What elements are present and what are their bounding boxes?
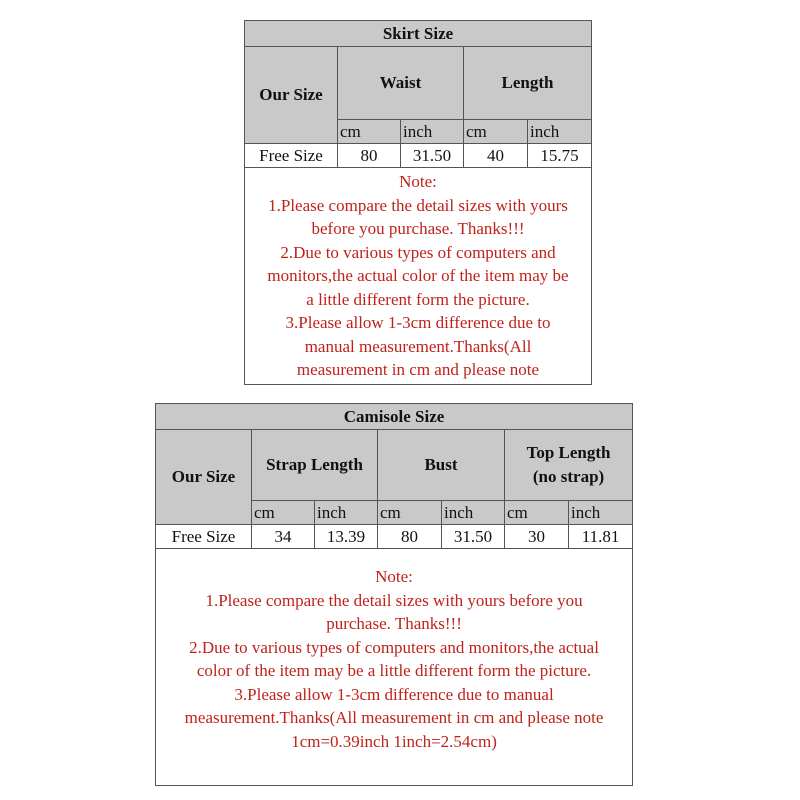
camisole-size-label: Free Size — [156, 525, 252, 549]
skirt-length-inch-value: 15.75 — [528, 144, 592, 168]
note-line: manual measurement.Thanks(All — [304, 336, 532, 356]
skirt-length-cm-value: 40 — [464, 144, 528, 168]
skirt-size-label: Free Size — [245, 144, 338, 168]
note-line: monitors,the actual color of the item may be — [267, 266, 569, 285]
camisole-strap-inch-value: 13.39 — [315, 525, 378, 549]
skirt-note — [245, 168, 592, 385]
skirt-waist-inch-value: 31.50 — [401, 144, 464, 168]
skirt-waist-header: Waist — [338, 47, 464, 120]
note-line: 1.Please compare the detail sizes with yours — [268, 195, 568, 215]
skirt-unit-cm: cm — [464, 120, 528, 144]
note-line: Note: — [399, 172, 437, 191]
note-line: 3.Please allow 1-3cm difference due to manual — [234, 684, 554, 704]
camisole-size-table — [155, 403, 633, 786]
camisole-strap-length-header: Strap Length — [252, 430, 378, 501]
camisole-unit-cm: cm — [252, 501, 315, 525]
camisole-note — [156, 549, 633, 786]
note-line: 3.Please allow 1-3cm difference due to — [285, 313, 551, 332]
camisole-bust-header: Bust — [378, 430, 505, 501]
camisole-bust-inch-value: 31.50 — [442, 525, 505, 549]
camisole-unit-cm: cm — [505, 501, 569, 525]
note-line: before you purchase. Thanks!!! — [311, 219, 525, 238]
note-line: 2.Due to various types of computers and — [280, 242, 556, 262]
note-line: 1.Please compare the detail sizes with yours before you — [205, 590, 583, 610]
camisole-top-length-cm-value: 30 — [505, 525, 569, 549]
skirt-unit-inch: inch — [528, 120, 592, 144]
note-line: a little different form the picture. — [306, 289, 530, 309]
note-line: measurement.Thanks(All measurement in cm and please note — [184, 708, 604, 727]
skirt-our-size-header: Our Size — [245, 47, 338, 144]
camisole-unit-inch: inch — [569, 501, 633, 525]
note-line: color of the item may be a little different form the picture. — [196, 661, 592, 680]
camisole-unit-inch: inch — [442, 501, 505, 525]
camisole-strap-cm-value: 34 — [252, 525, 315, 549]
skirt-unit-inch: inch — [401, 120, 464, 144]
skirt-size-table — [244, 20, 592, 385]
camisole-unit-cm: cm — [378, 501, 442, 525]
note-line: Note: — [375, 567, 413, 586]
skirt-waist-cm-value: 80 — [338, 144, 401, 168]
skirt-unit-cm: cm — [338, 120, 401, 144]
skirt-length-header: Length — [464, 47, 592, 120]
camisole-table-title: Camisole Size — [156, 404, 633, 430]
camisole-unit-inch: inch — [315, 501, 378, 525]
camisole-bust-cm-value: 80 — [378, 525, 442, 549]
note-line: purchase. Thanks!!! — [326, 614, 462, 633]
note-line: measurement in cm and please note — [296, 360, 540, 379]
camisole-top-length-inch-value: 11.81 — [569, 525, 633, 549]
note-line: 1cm=0.39inch 1inch=2.54cm) — [291, 731, 497, 751]
skirt-table-title: Skirt Size — [245, 21, 592, 47]
camisole-our-size-header: Our Size — [156, 430, 252, 525]
camisole-top-length-header: Top Length (no strap) — [505, 430, 633, 501]
note-line: 2.Due to various types of computers and monitors,the actual — [189, 637, 599, 657]
